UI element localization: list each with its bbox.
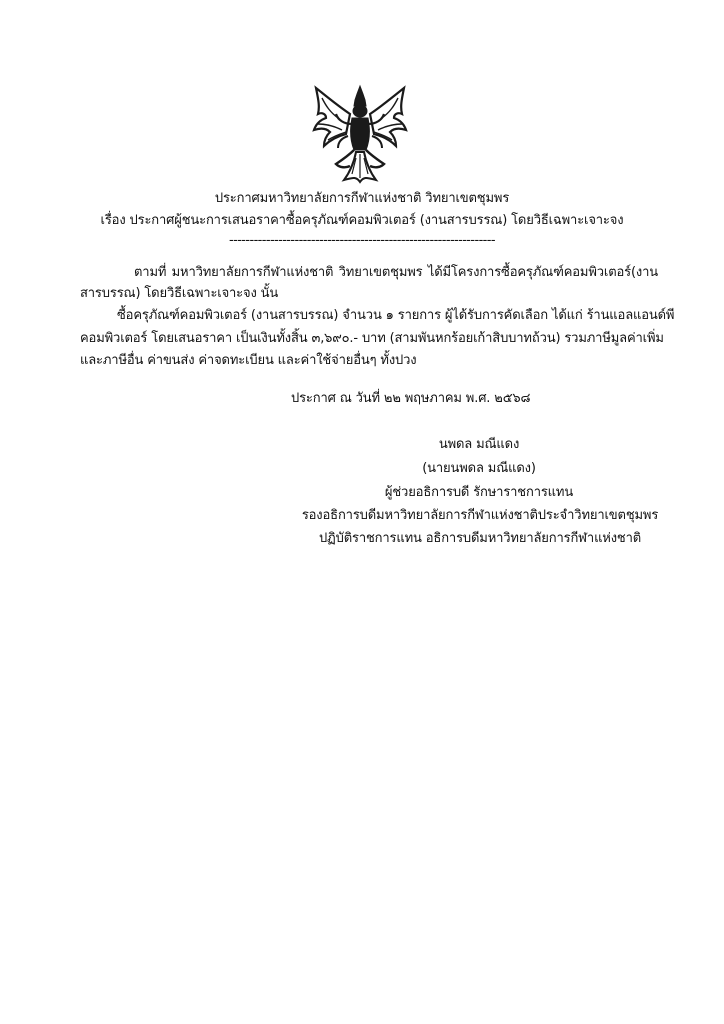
announcement-subject: เรื่อง ประกาศผู้ชนะการเสนอราคาซื้อครุภัณฑ์คอมพิวเตอร์ (งานสารบรรณ) โดยวิธีเฉพาะเจาะจง	[100, 213, 624, 228]
signer-position-3: ปฏิบัติราชการแทน อธิการบดีมหาวิทยาลัยการกีฬาแห่งชาติ	[318, 531, 642, 546]
paragraph-2-line-1: ซื้อครุภัณฑ์คอมพิวเตอร์ (งานสารบรรณ) จำนวน ๑ รายการ ผู้ได้รับการคัดเลือก ได้แก่ ร้านแอลแอนด์พี	[117, 308, 675, 323]
heading-divider: -----------------------------------------------------------------	[229, 233, 495, 248]
paragraph-2-line-2: คอมพิวเตอร์ โดยเสนอราคา เป็นเงินทั้งสิ้น ๓,๖๙๐.- บาท (สามพันหกร้อยเก้าสิบบาทถ้วน) รวมภาษีมูลค่าเพิ่ม	[80, 331, 664, 346]
garuda-emblem-icon	[308, 84, 412, 186]
announcement-title: ประกาศมหาวิทยาลัยการกีฬาแห่งชาติ วิทยาเขตชุมพร	[214, 191, 510, 206]
paragraph-1-line-2: สารบรรณ) โดยวิธีเฉพาะเจาะจง นั้น	[80, 286, 279, 301]
paragraph-1-line-1: ตามที่ มหาวิทยาลัยการกีฬาแห่งชาติ วิทยาเขตชุมพร ได้มีโครงการซื้อครุภัณฑ์คอมพิวเตอร์(งาน	[134, 265, 658, 280]
paragraph-2-line-3: และภาษีอื่น ค่าขนส่ง ค่าจดทะเบียน และค่าใช้จ่ายอื่นๆ ทั้งปวง	[80, 353, 417, 368]
signed-name: นพดล มณีแดง	[438, 437, 520, 452]
signer-full-name: (นายนพดล มณีแดง)	[422, 461, 536, 476]
signer-position-1: ผู้ช่วยอธิการบดี รักษาราชการแทน	[384, 485, 574, 500]
announcement-date: ประกาศ ณ วันที่ ๒๒ พฤษภาคม พ.ศ. ๒๕๖๘	[291, 391, 531, 406]
signer-position-2: รองอธิการบดีมหาวิทยาลัยการกีฬาแห่งชาติประจำวิทยาเขตชุมพร	[301, 508, 659, 523]
